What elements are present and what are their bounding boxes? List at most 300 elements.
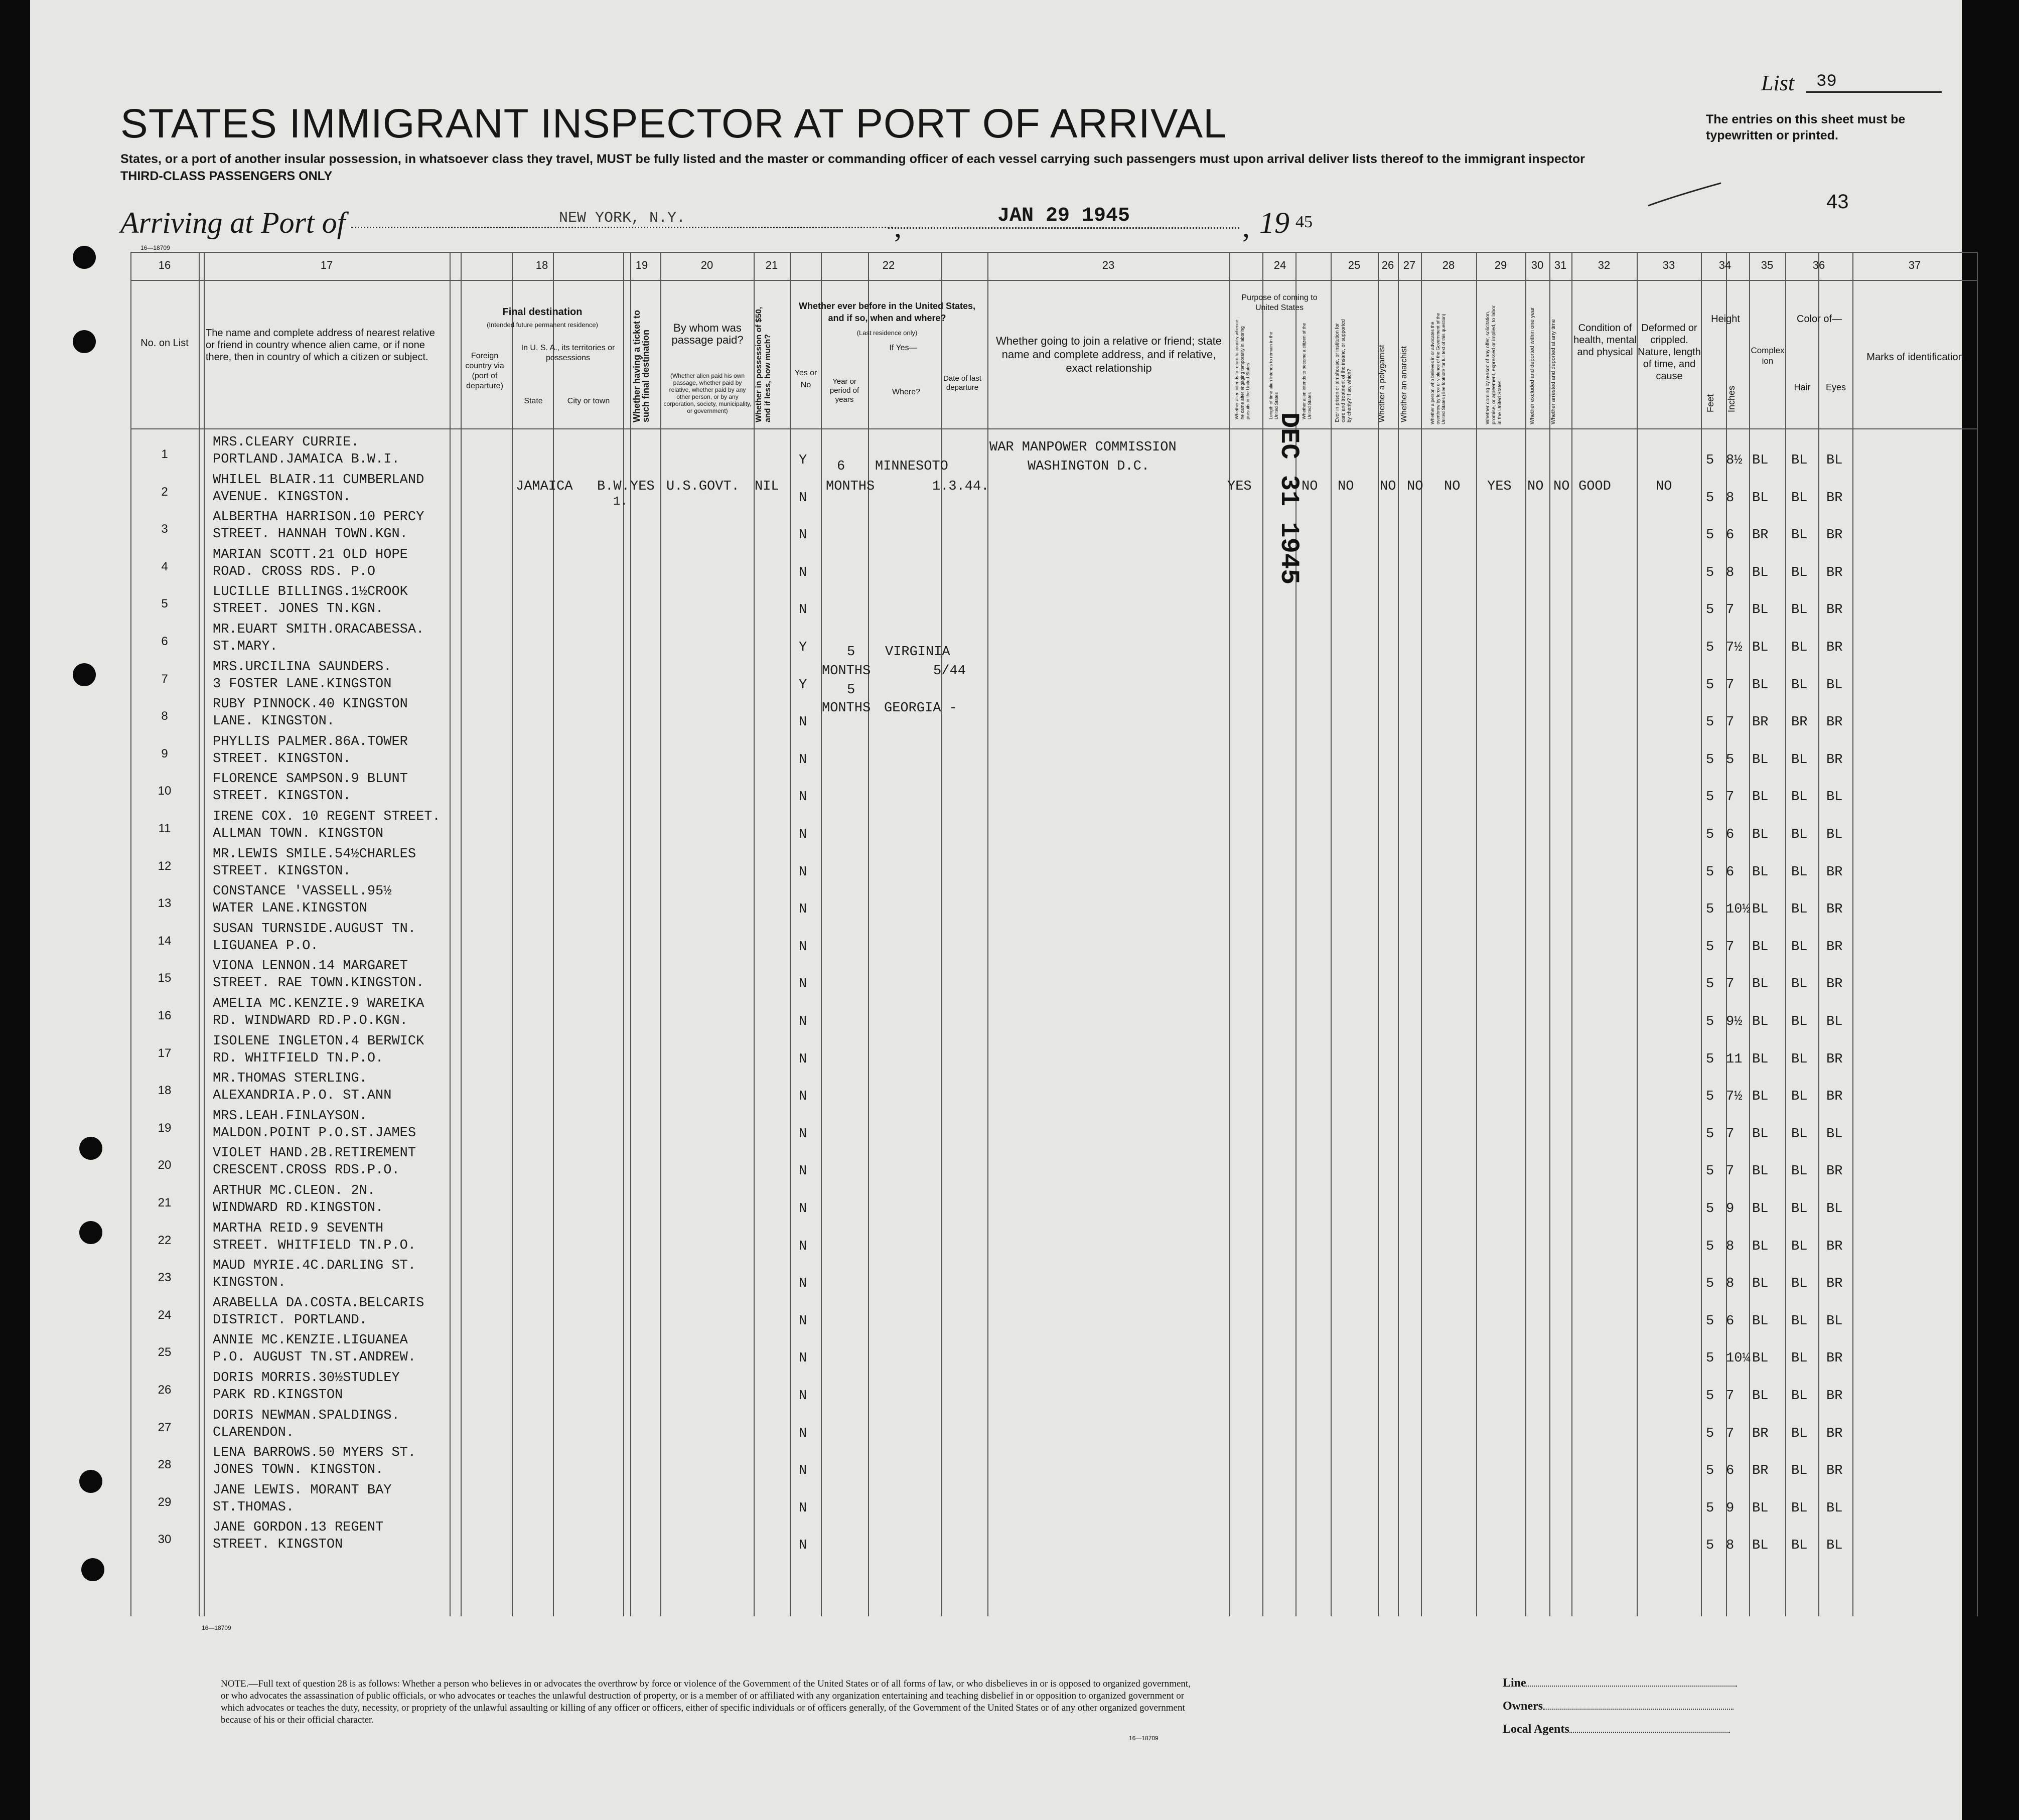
column-number: 26 bbox=[1381, 259, 1394, 271]
table-row bbox=[130, 546, 1977, 583]
signature-agents bbox=[1503, 1723, 1730, 1736]
arriving-label: Arriving at Port of bbox=[120, 206, 346, 239]
row1-join-line2: WASHINGTON D.C. bbox=[1028, 459, 1150, 474]
form-code: 16—18709 bbox=[1129, 1735, 1159, 1742]
row1-paid-by: U.S.GOVT. bbox=[666, 479, 740, 494]
row1-polygamist: NO bbox=[1380, 479, 1396, 494]
height-feet: 5 bbox=[1706, 1313, 1714, 1329]
height-inches: 7½ bbox=[1726, 640, 1743, 655]
height-inches: 8 bbox=[1726, 1538, 1735, 1554]
row1-dest-note: 1. bbox=[613, 495, 628, 509]
row1-anarchist: NO bbox=[1407, 479, 1423, 494]
header-ticket: Whether having a ticket to such final destination bbox=[632, 310, 651, 422]
relative-address: CRESCENT.CROSS RDS.P.O. bbox=[213, 1163, 400, 1178]
relative-name: ARABELLA DA.COSTA.BELCARIS bbox=[213, 1295, 424, 1311]
row-number: 19 bbox=[158, 1121, 172, 1135]
class-line: THIRD-CLASS PASSENGERS ONLY bbox=[120, 169, 333, 183]
header-ever-before-sub: (Last residence only) bbox=[856, 329, 918, 337]
row1-where: MINNESOTO bbox=[875, 459, 948, 474]
eye-color: BR bbox=[1826, 1239, 1843, 1254]
height-feet: 5 bbox=[1706, 902, 1714, 918]
header-rule bbox=[130, 280, 1977, 281]
complexion: BL bbox=[1752, 827, 1769, 842]
complexion: BL bbox=[1752, 1239, 1769, 1254]
table-row bbox=[130, 1444, 1977, 1481]
height-inches: 7 bbox=[1726, 602, 1735, 618]
column-number: 29 bbox=[1494, 259, 1507, 271]
header-anarchist: Whether an anarchist bbox=[1400, 346, 1408, 422]
relative-address: ALEXANDRIA.P.O. ST.ANN bbox=[213, 1088, 392, 1104]
relative-address: KINGSTON. bbox=[213, 1275, 286, 1291]
row-number: 22 bbox=[158, 1233, 172, 1247]
eye-color: BR bbox=[1826, 977, 1843, 992]
binding-hole bbox=[79, 1470, 102, 1493]
header-period: Year or period of years bbox=[829, 377, 859, 404]
relative-address: RD. WHITFIELD TN.P.O. bbox=[213, 1050, 384, 1066]
header-purpose-length: Length of time alien intends to remain in the United States bbox=[1268, 332, 1279, 419]
eye-color: BR bbox=[1826, 1389, 1843, 1404]
eye-color: BL bbox=[1826, 1126, 1843, 1142]
relative-name: ISOLENE INGLETON.4 BERWICK bbox=[213, 1033, 424, 1049]
binding-hole bbox=[73, 330, 96, 353]
complexion: BL bbox=[1752, 1126, 1769, 1142]
relative-address: 3 FOSTER LANE.KINGSTON bbox=[213, 676, 392, 692]
row-number: 5 bbox=[161, 597, 168, 611]
row-number: 13 bbox=[158, 896, 172, 911]
height-feet: 5 bbox=[1706, 1276, 1714, 1292]
column-number: 34 bbox=[1718, 259, 1732, 271]
relative-address: STREET. JONES TN.KGN. bbox=[213, 601, 384, 617]
hair-color: BL bbox=[1791, 902, 1808, 918]
comma-mark: , bbox=[894, 210, 902, 243]
ever-before-yes-no: N bbox=[799, 602, 807, 618]
signature-label: Local Agents bbox=[1503, 1723, 1569, 1736]
intro-paragraph: States, or a port of another insular possession, in whatsoever class they travel, MUST be fully listed and the master or commanding officer of each vessel carrying such passengers must upon arrival deliver lists thereof to the immigrant inspector bbox=[120, 152, 1585, 166]
table-row bbox=[130, 1070, 1977, 1107]
intro-text bbox=[120, 150, 1676, 185]
header-yes-no: Yes or No bbox=[794, 369, 817, 389]
relative-address: WINDWARD RD.KINGSTON. bbox=[213, 1200, 384, 1216]
height-feet: 5 bbox=[1706, 1051, 1714, 1067]
row7-period-number: 5 bbox=[847, 683, 855, 698]
column-number: 24 bbox=[1273, 259, 1286, 271]
relative-address: DISTRICT. PORTLAND. bbox=[213, 1312, 367, 1328]
relative-name: RUBY PINNOCK.40 KINGSTON bbox=[213, 697, 408, 712]
header-purpose-citizen: Whether alien intends to become a citizen of the United States bbox=[1302, 323, 1312, 419]
row-number: 28 bbox=[158, 1458, 172, 1472]
column-number: 35 bbox=[1761, 259, 1774, 271]
row-number: 14 bbox=[158, 934, 172, 948]
eye-color: BL bbox=[1826, 1313, 1843, 1329]
eye-color: BL bbox=[1826, 827, 1843, 842]
height-inches: 7 bbox=[1726, 790, 1735, 805]
relative-name: MR.EUART SMITH.ORACABESSA. bbox=[213, 622, 424, 637]
height-feet: 5 bbox=[1706, 1426, 1714, 1441]
height-inches: 10½ bbox=[1726, 902, 1751, 918]
manifest-sheet bbox=[30, 0, 1962, 1820]
height-feet: 5 bbox=[1706, 752, 1714, 768]
header-deformed: Deformed or crippled. Nature, length of time, and cause bbox=[1638, 323, 1701, 382]
ever-before-yes-no: N bbox=[799, 1313, 807, 1329]
relative-address: STREET. WHITFIELD TN.P.O. bbox=[213, 1238, 416, 1253]
table-row bbox=[130, 1257, 1977, 1294]
relative-name: JANE GORDON.13 REGENT bbox=[213, 1520, 384, 1536]
ever-before-yes-no: Y bbox=[799, 453, 807, 468]
relative-address: ROAD. CROSS RDS. P.O bbox=[213, 564, 376, 579]
ever-before-yes-no: N bbox=[799, 1351, 807, 1367]
typewritten-note: The entries on this sheet must be typewritten or printed. bbox=[1706, 112, 1906, 142]
column-number: 25 bbox=[1348, 259, 1361, 271]
height-feet: 5 bbox=[1706, 1089, 1714, 1105]
height-inches: 8½ bbox=[1726, 453, 1743, 468]
port-of-arrival: NEW YORK, N.Y. bbox=[351, 210, 893, 228]
column-number: 33 bbox=[1662, 259, 1675, 271]
height-feet: 5 bbox=[1706, 1126, 1714, 1142]
eye-color: BL bbox=[1826, 1014, 1843, 1029]
relative-address: STREET. KINGSTON. bbox=[213, 863, 351, 879]
footnote: NOTE.—Full text of question 28 is as follows: Whether a person who believes in or advocates the overthrow by force or violence of the Government of the United States or of all forms of law, or who disbelieves in or is opposed to organized government, or who advocates the assassination of public officials, or who advocates or teaches the unlawful destruction of property, or is a member of or affiliated with any organization entertaining and teaching disbelief in or opposition to organized government or which advocates or teaches the duty, necessity, or propriety of the unlawful assaulting or killing of any officer or officers, either of specific individuals or of officers generally, of the Government of the United States or of any other organized government because of his or their official character. bbox=[221, 1679, 1191, 1725]
header-no-on-list: No. on List bbox=[140, 338, 189, 349]
hair-color: BL bbox=[1791, 752, 1808, 768]
height-inches: 7 bbox=[1726, 1426, 1735, 1441]
comma-mark: , bbox=[1242, 210, 1250, 243]
height-inches: 9½ bbox=[1726, 1014, 1743, 1029]
relative-name: MRS.CLEARY CURRIE. bbox=[213, 435, 359, 450]
height-feet: 5 bbox=[1706, 565, 1714, 580]
complexion: BL bbox=[1752, 1276, 1769, 1292]
table-row bbox=[130, 1182, 1977, 1219]
relative-address: AVENUE. KINGSTON. bbox=[213, 489, 351, 505]
ever-before-yes-no: N bbox=[799, 1538, 807, 1554]
eye-color: BL bbox=[1826, 677, 1843, 693]
row1-excluded: NO bbox=[1527, 479, 1544, 494]
table-row bbox=[130, 508, 1977, 545]
hair-color: BL bbox=[1791, 1201, 1808, 1217]
eye-color: BL bbox=[1826, 790, 1843, 805]
table-row bbox=[130, 1220, 1977, 1257]
height-feet: 5 bbox=[1706, 1239, 1714, 1254]
column-number: 16 bbox=[158, 259, 171, 271]
height-inches: 7 bbox=[1726, 1389, 1735, 1404]
height-inches: 9 bbox=[1726, 1500, 1735, 1516]
row6-period-unit: MONTHS bbox=[822, 664, 871, 679]
header-join-relative: Whether going to join a relative or friend; state name and complete address, and if relative, exact relationship bbox=[995, 335, 1222, 374]
row-number: 26 bbox=[158, 1383, 172, 1397]
relative-name: ARTHUR MC.CLEON. 2N. bbox=[213, 1183, 376, 1198]
ever-before-yes-no: N bbox=[799, 1463, 807, 1479]
relative-name: LENA BARROWS.50 MYERS ST. bbox=[213, 1445, 416, 1461]
check-mark-icon bbox=[1646, 181, 1726, 211]
header-hair: Hair bbox=[1794, 382, 1811, 392]
relative-name: LUCILLE BILLINGS.1½CROOK bbox=[213, 584, 408, 600]
height-inches: 7 bbox=[1726, 715, 1735, 730]
height-feet: 5 bbox=[1706, 790, 1714, 805]
height-inches: 7 bbox=[1726, 939, 1735, 955]
relative-name: PHYLLIS PALMER.86A.TOWER bbox=[213, 734, 408, 749]
header-health: Condition of health, mental and physical bbox=[1573, 323, 1637, 358]
hair-color: BL bbox=[1791, 1014, 1808, 1029]
relative-address: P.O. AUGUST TN.ST.ANDREW. bbox=[213, 1350, 416, 1366]
height-feet: 5 bbox=[1706, 1014, 1714, 1029]
complexion: BL bbox=[1752, 1089, 1769, 1105]
relative-name: MARTHA REID.9 SEVENTH bbox=[213, 1221, 384, 1236]
complexion: BL bbox=[1752, 453, 1769, 468]
complexion: BL bbox=[1752, 490, 1769, 506]
header-if-yes: If Yes— bbox=[889, 344, 917, 352]
relative-name: DORIS NEWMAN.SPALDINGS. bbox=[213, 1408, 400, 1423]
height-feet: 5 bbox=[1706, 977, 1714, 992]
height-inches: 7 bbox=[1726, 677, 1735, 693]
height-inches: 8 bbox=[1726, 490, 1735, 506]
table-row bbox=[130, 808, 1977, 845]
eye-color: BR bbox=[1826, 902, 1843, 918]
hair-color: BL bbox=[1791, 453, 1808, 468]
row-number: 6 bbox=[161, 635, 168, 648]
eye-color: BL bbox=[1826, 453, 1843, 468]
relative-address: STREET. KINGSTON. bbox=[213, 789, 351, 804]
height-inches: 6 bbox=[1726, 864, 1735, 880]
ever-before-yes-no: N bbox=[799, 528, 807, 543]
column-rule bbox=[1977, 252, 1978, 1616]
hair-color: BL bbox=[1791, 1313, 1808, 1329]
column-number: 32 bbox=[1598, 259, 1611, 271]
header-excluded: Whether excluded and deported within one year bbox=[1529, 307, 1535, 424]
ever-before-yes-no: N bbox=[799, 490, 807, 506]
row1-departure: 1.3.44. bbox=[932, 479, 989, 494]
complexion: BL bbox=[1752, 790, 1769, 805]
hair-color: BL bbox=[1791, 1051, 1808, 1067]
row1-purpose: YES bbox=[1227, 479, 1252, 494]
form-code: 16—18709 bbox=[202, 1624, 231, 1631]
relative-name: JANE LEWIS. MORANT BAY bbox=[213, 1482, 392, 1498]
table-row bbox=[130, 1481, 1977, 1519]
relative-address: LIGUANEA P.O. bbox=[213, 938, 319, 954]
relative-name: WHILEL BLAIR.11 CUMBERLAND bbox=[213, 472, 424, 488]
hair-color: BL bbox=[1791, 827, 1808, 842]
header-state: State bbox=[524, 397, 543, 405]
header-prison: Ever in prison or almshouse, or institution for care and treatment of the insane, or supported by charity? If so, which? bbox=[1335, 319, 1352, 422]
form-code: 16—18709 bbox=[140, 244, 170, 251]
eye-color: BR bbox=[1826, 715, 1843, 730]
table-row bbox=[130, 733, 1977, 770]
header-arrested: Whether arrested and deported at any time bbox=[1550, 319, 1556, 424]
table-row bbox=[130, 621, 1977, 658]
relative-address: WATER LANE.KINGSTON bbox=[213, 901, 367, 917]
page-title: STATES IMMIGRANT INSPECTOR AT PORT OF ARRIVAL bbox=[120, 101, 1227, 146]
header-complexion: Complexion bbox=[1751, 346, 1785, 366]
row7-period-unit: MONTHS bbox=[822, 701, 871, 716]
table-row bbox=[130, 471, 1977, 508]
hair-color: BL bbox=[1791, 640, 1808, 655]
eye-color: BR bbox=[1826, 1089, 1843, 1105]
complexion: BL bbox=[1752, 864, 1769, 880]
height-inches: 6 bbox=[1726, 1313, 1735, 1329]
binding-hole bbox=[73, 663, 96, 686]
ever-before-yes-no: N bbox=[799, 1089, 807, 1105]
complexion: BL bbox=[1752, 677, 1769, 693]
column-number: 21 bbox=[765, 259, 778, 271]
row1-arrested: NO bbox=[1553, 479, 1570, 494]
height-inches: 6 bbox=[1726, 528, 1735, 543]
table-row bbox=[130, 920, 1977, 957]
height-inches: 6 bbox=[1726, 827, 1735, 842]
row-number: 25 bbox=[158, 1345, 172, 1359]
row1-dest-city: B.W. bbox=[597, 479, 630, 494]
ever-before-yes-no: Y bbox=[799, 677, 807, 693]
eye-color: BR bbox=[1826, 1426, 1843, 1441]
relative-address: JONES TOWN. KINGSTON. bbox=[213, 1462, 384, 1478]
row-number: 29 bbox=[158, 1495, 172, 1509]
relative-name: IRENE COX. 10 REGENT STREET. bbox=[213, 809, 441, 824]
height-feet: 5 bbox=[1706, 1389, 1714, 1404]
row-number: 9 bbox=[161, 746, 168, 761]
height-feet: 5 bbox=[1706, 490, 1714, 506]
year-prefix: 19 bbox=[1259, 206, 1289, 239]
table-row bbox=[130, 845, 1977, 882]
relative-address: STREET. KINGSTON. bbox=[213, 751, 351, 767]
hair-color: BL bbox=[1791, 1389, 1808, 1404]
height-feet: 5 bbox=[1706, 1538, 1714, 1554]
header-relative-address: The name and complete address of nearest relative or friend in country whence alien came, or if none there, then in country of which a citizen or subject. bbox=[206, 328, 435, 363]
eye-color: BL bbox=[1826, 1500, 1843, 1516]
ever-before-yes-no: N bbox=[799, 1239, 807, 1254]
relative-address: CLARENDON. bbox=[213, 1425, 295, 1440]
height-feet: 5 bbox=[1706, 827, 1714, 842]
header-passage-paid: By whom was passage paid? bbox=[671, 322, 744, 346]
relative-address: STREET. KINGSTON bbox=[213, 1537, 343, 1553]
relative-address: LANE. KINGSTON. bbox=[213, 714, 335, 729]
hair-color: BR bbox=[1791, 715, 1808, 730]
eye-color: BL bbox=[1826, 1201, 1843, 1217]
hair-color: BL bbox=[1791, 939, 1808, 955]
header-marks: Marks of identification bbox=[1866, 352, 1964, 363]
header-rule bbox=[130, 252, 1977, 253]
complexion: BL bbox=[1752, 1500, 1769, 1516]
ever-before-yes-no: N bbox=[799, 1500, 807, 1516]
row-number: 18 bbox=[158, 1084, 172, 1098]
table-row bbox=[130, 995, 1977, 1032]
eye-color: BR bbox=[1826, 1051, 1843, 1067]
ever-before-yes-no: N bbox=[799, 1014, 807, 1029]
binding-hole bbox=[81, 1558, 104, 1581]
height-feet: 5 bbox=[1706, 1500, 1714, 1516]
height-inches: 10¼ bbox=[1726, 1351, 1751, 1367]
height-feet: 5 bbox=[1706, 528, 1714, 543]
table-row bbox=[130, 882, 1977, 920]
row-number: 30 bbox=[158, 1533, 172, 1547]
table-row bbox=[130, 695, 1977, 732]
hair-color: BL bbox=[1791, 864, 1808, 880]
hair-color: BL bbox=[1791, 1463, 1808, 1479]
relative-name: AMELIA MC.KENZIE.9 WAREIKA bbox=[213, 996, 424, 1011]
eye-color: BR bbox=[1826, 640, 1843, 655]
row1-offer: YES bbox=[1487, 479, 1512, 494]
row-number: 21 bbox=[158, 1196, 172, 1209]
column-number: 18 bbox=[535, 259, 548, 271]
binding-hole bbox=[79, 1221, 102, 1244]
relative-name: MR.THOMAS STERLING. bbox=[213, 1071, 367, 1087]
table-row bbox=[130, 1144, 1977, 1181]
hair-color: BL bbox=[1791, 1426, 1808, 1441]
height-inches: 7½ bbox=[1726, 1089, 1743, 1105]
header-purpose: Purpose of coming to United States bbox=[1241, 293, 1318, 312]
header-polygamist: Whether a polygamist bbox=[1378, 345, 1386, 422]
row1-prison: NO bbox=[1338, 479, 1354, 494]
table-row bbox=[130, 957, 1977, 994]
row7-where: GEORGIA - bbox=[884, 701, 957, 716]
relative-name: MRS.LEAH.FINLAYSON. bbox=[213, 1108, 367, 1124]
row1-citizen: NO bbox=[1302, 479, 1318, 494]
signature-label: Line bbox=[1503, 1677, 1526, 1690]
header-inches: Inches bbox=[1726, 385, 1737, 412]
ever-before-yes-no: N bbox=[799, 902, 807, 918]
ever-before-yes-no: Y bbox=[799, 640, 807, 655]
relative-address: RD. WINDWARD RD.P.O.KGN. bbox=[213, 1013, 408, 1028]
eye-color: BR bbox=[1826, 1351, 1843, 1367]
eye-color: BR bbox=[1826, 602, 1843, 618]
complexion: BL bbox=[1752, 902, 1769, 918]
complexion: BL bbox=[1752, 752, 1769, 768]
height-inches: 7 bbox=[1726, 1126, 1735, 1142]
ever-before-yes-no: N bbox=[799, 939, 807, 955]
table-row bbox=[130, 1032, 1977, 1070]
header-passage-paid-sub: (Whether alien paid his own passage, whether paid by relative, whether paid by any other person, or by any corporation, society, municipality, or government) bbox=[663, 372, 752, 414]
table-row bbox=[130, 1294, 1977, 1331]
height-inches: 8 bbox=[1726, 1239, 1735, 1254]
arrival-date-stamp: JAN 29 1945 bbox=[888, 205, 1239, 229]
relative-name: MR.LEWIS SMILE.54½CHARLES bbox=[213, 846, 416, 862]
ever-before-yes-no: N bbox=[799, 790, 807, 805]
row-number: 4 bbox=[161, 559, 168, 573]
complexion: BL bbox=[1752, 1538, 1769, 1554]
column-number: 23 bbox=[1102, 259, 1115, 271]
hair-color: BL bbox=[1791, 1089, 1808, 1105]
height-inches: 7 bbox=[1726, 1164, 1735, 1179]
ever-before-yes-no: N bbox=[799, 1051, 807, 1067]
ever-before-yes-no: N bbox=[799, 565, 807, 580]
height-feet: 5 bbox=[1706, 677, 1714, 693]
ever-before-yes-no: N bbox=[799, 977, 807, 992]
ever-before-yes-no: N bbox=[799, 715, 807, 730]
table-row bbox=[130, 1407, 1977, 1444]
ever-before-yes-no: N bbox=[799, 1276, 807, 1292]
signature-owners bbox=[1503, 1700, 1734, 1713]
column-number: 27 bbox=[1403, 259, 1416, 271]
page-number: 43 bbox=[1826, 191, 1849, 213]
row-number: 15 bbox=[158, 971, 172, 985]
height-feet: 5 bbox=[1706, 715, 1714, 730]
hair-color: BL bbox=[1791, 1164, 1808, 1179]
row-number: 24 bbox=[158, 1308, 172, 1322]
row6-departure: 5/44 bbox=[933, 664, 966, 679]
row1-join-line1: WAR MANPOWER COMMISSION bbox=[989, 440, 1177, 455]
table-row bbox=[130, 770, 1977, 807]
header-money: Whether in possession of $50, and if less, how much? bbox=[755, 307, 772, 422]
row-number: 10 bbox=[158, 784, 172, 798]
relative-name: CONSTANCE 'VASSELL.95½ bbox=[213, 884, 392, 899]
row-number: 7 bbox=[161, 672, 168, 686]
relative-name: DORIS MORRIS.30½STUDLEY bbox=[213, 1371, 400, 1386]
table-row bbox=[130, 1369, 1977, 1406]
relative-address: ALLMAN TOWN. KINGSTON bbox=[213, 826, 384, 841]
height-feet: 5 bbox=[1706, 1201, 1714, 1217]
column-number: 31 bbox=[1554, 259, 1567, 271]
header-foreign-country: Foreign country via (port of departure) bbox=[465, 352, 504, 390]
height-feet: 5 bbox=[1706, 640, 1714, 655]
header-eyes: Eyes bbox=[1825, 382, 1846, 392]
header-height: Height bbox=[1711, 314, 1740, 325]
ever-before-yes-no: N bbox=[799, 827, 807, 842]
